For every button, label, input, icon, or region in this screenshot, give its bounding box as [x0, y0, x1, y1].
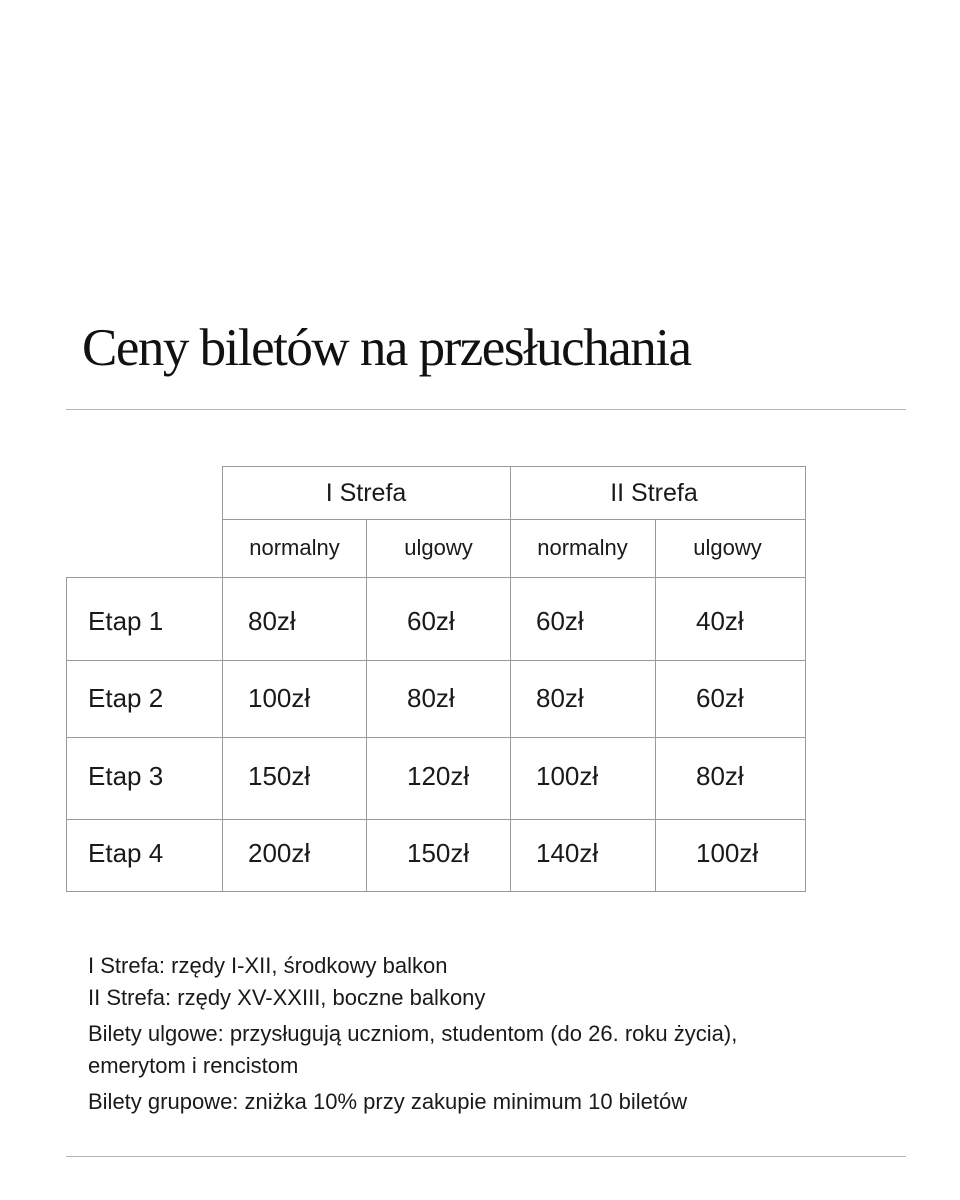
row-stage-label: Etap 4 [88, 838, 164, 868]
price-cell: 60zł [536, 606, 584, 636]
note-group-tickets: Bilety grupowe: zniżka 10% przy zakupie minimum 10 biletów [88, 1089, 688, 1114]
column-header: ulgowy [404, 535, 473, 560]
table-line [366, 519, 367, 892]
table-line [66, 660, 806, 661]
row-stage-label: Etap 3 [88, 761, 164, 791]
bottom-divider [66, 1156, 906, 1157]
price-cell: 100zł [696, 838, 759, 868]
table-line [510, 466, 511, 892]
table-line [66, 577, 806, 578]
table-line [66, 819, 806, 820]
column-header: ulgowy [693, 535, 762, 560]
price-cell: 60zł [407, 606, 455, 636]
table-line [66, 891, 806, 892]
zone-header: II Strefa [610, 479, 698, 507]
table-line [222, 519, 806, 520]
column-header: normalny [249, 535, 340, 560]
note-reduced-tickets: Bilety ulgowe: przysługują uczniom, studentom (do 26. roku życia), [88, 1021, 738, 1046]
table-line [655, 519, 656, 892]
note-zone-1: I Strefa: rzędy I-XII, środkowy balkon [88, 953, 448, 978]
table-line [222, 466, 223, 892]
top-divider [66, 409, 906, 410]
note-reduced-tickets-cont: emerytom i rencistom [88, 1053, 299, 1078]
price-cell: 120zł [407, 761, 470, 791]
price-cell: 80zł [536, 683, 584, 713]
price-cell: 60zł [696, 683, 744, 713]
column-header: normalny [537, 535, 628, 560]
table-line [66, 577, 67, 892]
price-cell: 200zł [248, 838, 311, 868]
notes-section [88, 950, 737, 1118]
table-line [805, 466, 806, 892]
price-cell: 100zł [248, 683, 311, 713]
price-cell: 150zł [248, 761, 311, 791]
price-cell: 80zł [248, 606, 296, 636]
row-stage-label: Etap 1 [88, 606, 164, 636]
price-cell: 80zł [407, 683, 455, 713]
price-cell: 150zł [407, 838, 470, 868]
table-line [66, 737, 806, 738]
row-stage-label: Etap 2 [88, 683, 164, 713]
price-cell: 40zł [696, 606, 744, 636]
price-cell: 80zł [696, 761, 744, 791]
price-cell: 100zł [536, 761, 599, 791]
price-cell: 140zł [536, 838, 599, 868]
zone-header: I Strefa [325, 479, 407, 507]
note-zone-2: II Strefa: rzędy XV-XXIII, boczne balkony [88, 985, 486, 1010]
table-line [222, 466, 806, 467]
page-title: Ceny biletów na przesłuchania [82, 319, 691, 377]
